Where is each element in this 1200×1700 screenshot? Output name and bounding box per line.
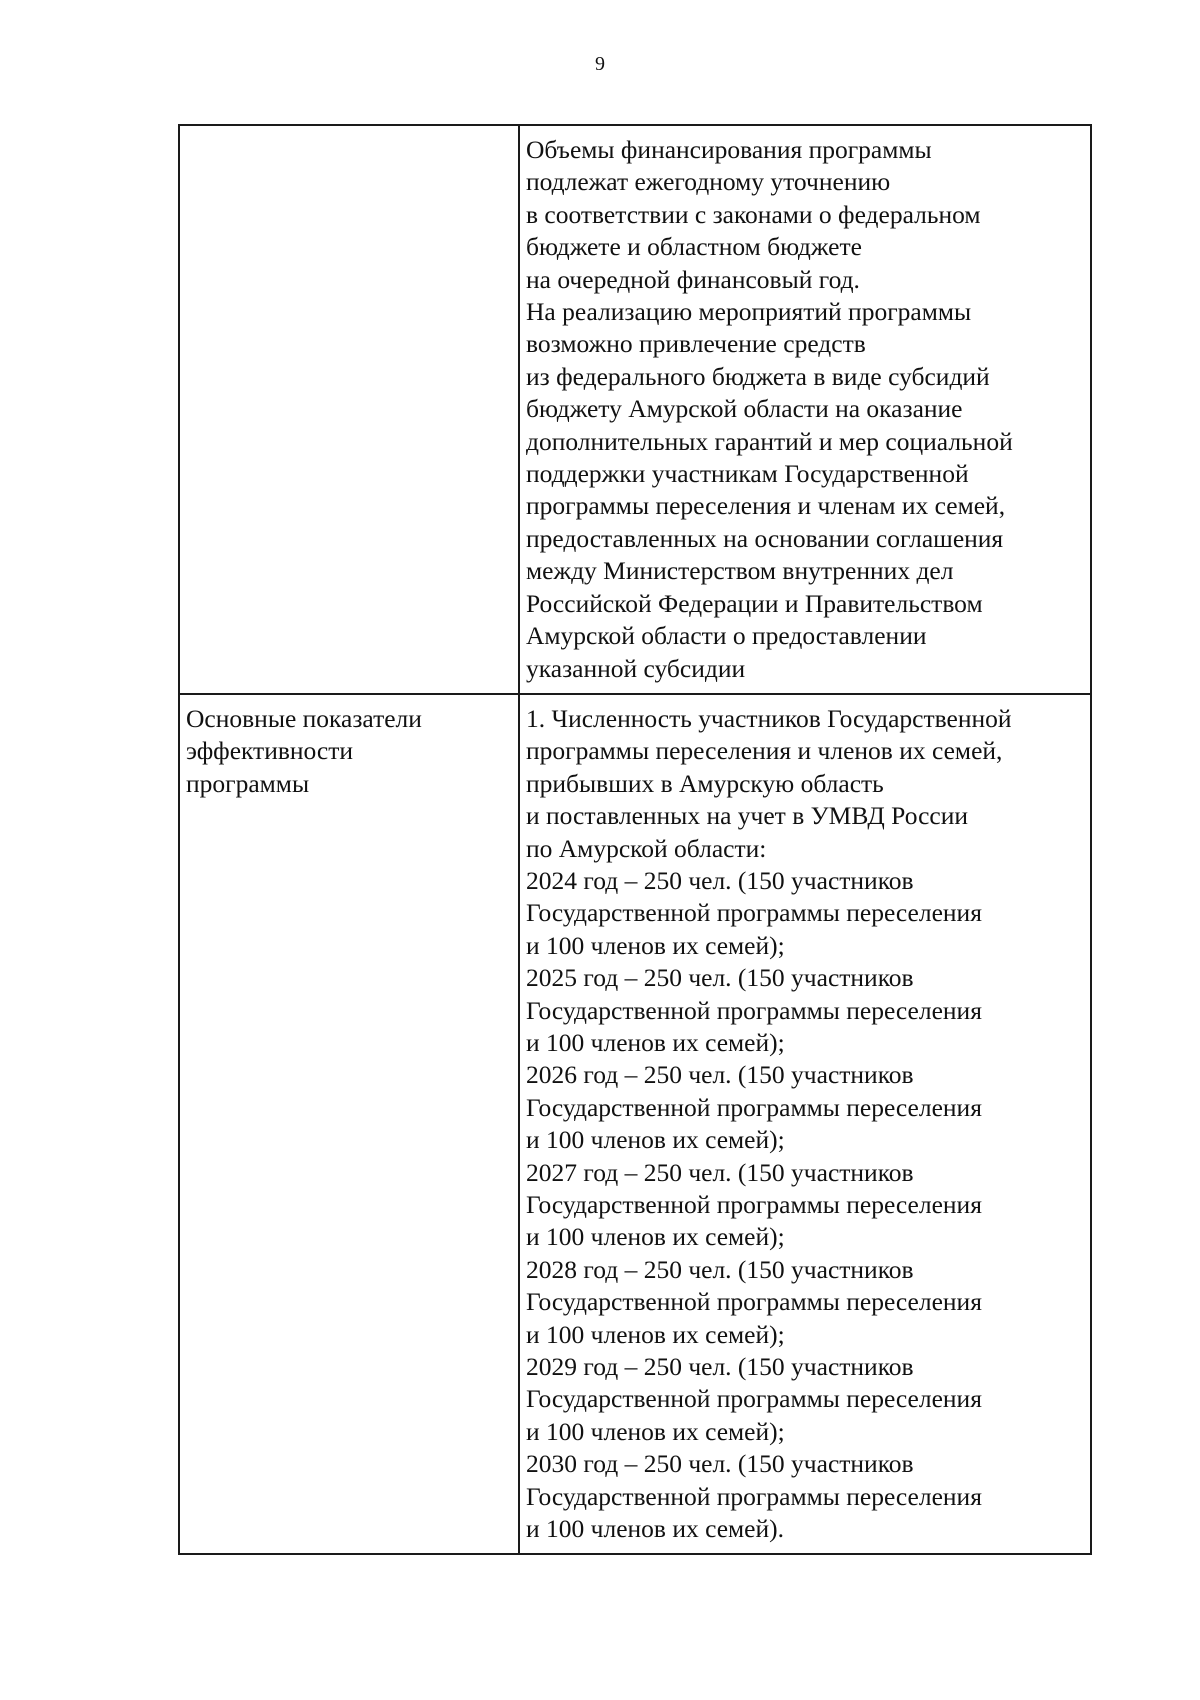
text-line: и поставленных на учет в УМВД России — [526, 801, 969, 831]
text-line: возможно привлечение средств — [526, 329, 866, 359]
text-line: Государственной программы переселения — [526, 898, 982, 928]
text-line: прибывших в Амурскую область — [526, 768, 884, 798]
page-number: 9 — [595, 53, 605, 75]
text-line: между Министерством внутренних дел — [526, 556, 954, 586]
text-line: Государственной программы переселения — [526, 995, 982, 1025]
text-line: программы переселения и членов их семей, — [526, 736, 1003, 766]
program-passport-table — [178, 124, 1092, 1555]
text-line: программы — [186, 768, 310, 798]
text-line: 2029 год – 250 чел. (150 участников — [526, 1352, 914, 1382]
text-line: по Амурской области: — [526, 833, 767, 863]
row-1-label-cell — [179, 125, 519, 694]
text-line: бюджету Амурской области на оказание — [526, 394, 963, 424]
text-line: 2030 год – 250 чел. (150 участников — [526, 1449, 914, 1479]
text-line: и 100 членов их семей). — [526, 1514, 785, 1544]
text-line: и 100 членов их семей); — [526, 1416, 785, 1446]
text-line: 2026 год – 250 чел. (150 участников — [526, 1060, 914, 1090]
text-line: Объемы финансирования программы — [526, 135, 932, 164]
table-row-indicators — [179, 694, 1091, 1555]
text-line: Государственной программы переселения — [526, 1190, 982, 1219]
text-line: и 100 членов их семей); — [526, 1027, 785, 1057]
table-row-financing — [179, 125, 1091, 694]
text-line: эффективности — [186, 736, 354, 766]
text-line: Государственной программы переселения — [526, 1384, 982, 1414]
text-line: поддержки участникам Государственной — [526, 459, 969, 489]
text-line: бюджете и областном бюджете — [526, 232, 862, 262]
text-line: Российской Федерации и Правительством — [526, 588, 983, 618]
text-line: 2024 год – 250 чел. (150 участников — [526, 865, 914, 895]
text-line: Государственной программы переселения — [526, 1287, 982, 1317]
text-line: и 100 членов их семей); — [526, 1319, 785, 1349]
row-2-label-cell — [179, 694, 519, 1555]
text-line: 2025 год – 250 чел. (150 участников — [526, 963, 914, 993]
text-line: и 100 членов их семей); — [526, 1125, 785, 1155]
row-2-content-cell — [519, 694, 1091, 1555]
row-1-content-cell — [519, 125, 1091, 694]
text-line: Государственной программы переселения — [526, 1092, 982, 1122]
text-line: из федерального бюджета в виде субсидий — [526, 361, 990, 391]
text-line: Государственной программы переселения — [526, 1481, 982, 1511]
text-line: 1. Численность участников Государственной — [526, 703, 1012, 733]
text-line: предоставленных на основании соглашения — [526, 523, 1004, 553]
text-line: Амурской области о предоставлении — [526, 621, 927, 651]
text-line: На реализацию мероприятий программы — [526, 297, 972, 327]
text-line: и 100 членов их семей); — [526, 930, 785, 960]
text-line: 2027 год – 250 чел. (150 участников — [526, 1157, 914, 1187]
text-line: в соответствии с законами о федеральном — [526, 199, 981, 229]
text-line: указанной субсидии — [526, 653, 746, 683]
text-line: программы переселения и членам их семей, — [526, 491, 1006, 521]
text-line: дополнительных гарантий и мер социальной — [526, 426, 1013, 456]
text-line: Основные показатели — [186, 703, 422, 733]
text-line: на очередной финансовый год. — [526, 264, 860, 294]
text-line: и 100 членов их семей); — [526, 1222, 785, 1252]
text-line: 2028 год – 250 чел. (150 участников — [526, 1254, 914, 1284]
text-line: подлежат ежегодному уточнению — [526, 167, 891, 197]
